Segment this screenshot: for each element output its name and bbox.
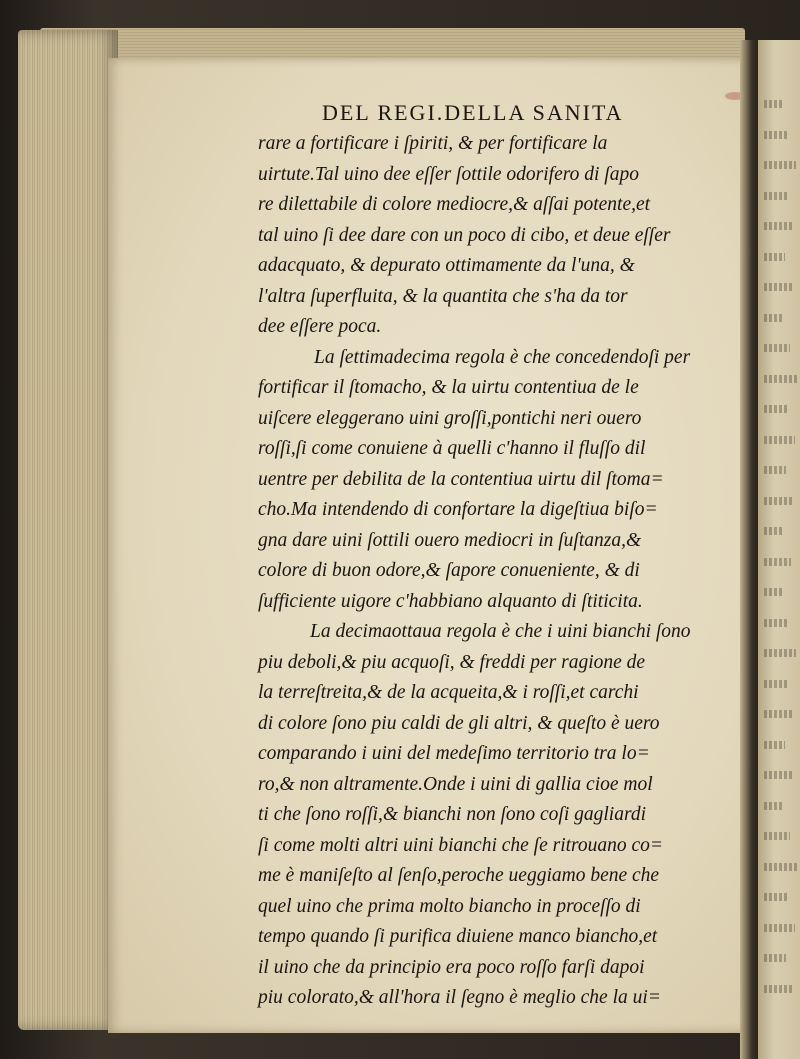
next-page-text-fragment: [764, 558, 791, 566]
text-line: La decimaottaua regola è che i uini bianchi ſono: [310, 621, 691, 642]
text-line: l'altra ſuperfluita, & la quantita che s'ha da tor: [258, 285, 628, 307]
text-line: adacquato, & depurato ottimamente da l'una, &: [258, 255, 635, 276]
next-page-text-fragment: [764, 161, 796, 169]
text-line: quel uino che prima molto biancho in proceſſo di: [258, 895, 641, 917]
next-page-text-fragment: [764, 192, 787, 200]
next-page-text-fragment: [764, 619, 789, 627]
next-page-text-fragment: [764, 863, 797, 871]
text-line: colore di buon odore,& ſapore conueniente, & di: [258, 560, 640, 581]
next-page-text-fragment: [764, 710, 794, 718]
text-line: fortificar il ſtomacho, & la uirtu contentiua de le: [258, 377, 639, 398]
text-line: rare a fortificare i ſpiriti, & per fortificare la: [258, 133, 608, 154]
text-line: roſſi,ſi come conuiene à quelli c'hanno il fluſſo dil: [258, 438, 646, 459]
next-page-text-fragment: [764, 832, 790, 840]
next-page-text-fragment: [764, 283, 792, 291]
next-page-text-fragment: [764, 131, 789, 139]
next-page-sliver: [758, 40, 800, 1059]
next-page-text-fragment: [764, 100, 782, 108]
next-page-text-fragment: [764, 375, 797, 383]
text-line: dee eſſere poca.: [258, 316, 382, 337]
next-page-text-fragment: [764, 588, 782, 596]
next-page-text-fragment: [764, 466, 786, 474]
next-page-text-fragment: [764, 771, 792, 779]
text-line: di colore ſono piu caldi de gli altri, & queſto è uero: [258, 712, 660, 734]
text-line: uiſcere eleggerano uini groſſi,pontichi neri ouero: [258, 407, 642, 429]
text-line: gna dare uini ſottili ouero mediocri in ſuſtanza,&: [258, 529, 642, 551]
text-line: tal uino ſi dee dare con un poco di cibo, et deue eſſer: [258, 224, 671, 246]
text-line: me è maniſeſto al ſenſo,peroche ueggiamo bene che: [258, 865, 660, 886]
text-line: tempo quando ſi purifica diuiene manco biancho,et: [258, 926, 658, 947]
next-page-text-fragment: [764, 649, 796, 657]
text-line: cho.Ma intendendo di confortare la digeſtiua biſo=: [258, 499, 658, 520]
next-page-text-fragment: [764, 680, 787, 688]
next-page-text-fragment: [764, 924, 795, 932]
running-head: DEL REGI.DELLA SANITA: [322, 100, 624, 125]
next-page-text-fragment: [764, 802, 783, 810]
body-text: [258, 129, 742, 1014]
next-page-text-fragment: [764, 405, 788, 413]
text-line: comparando i uini del medeſimo territorio tra lo=: [258, 743, 650, 764]
text-line: uirtute.Tal uino dee eſſer ſottile odorifero di ſapo: [258, 163, 639, 185]
text-line: ſi come molti altri uini bianchi che ſe ritrouano co=: [258, 834, 664, 856]
text-line: La ſettimadecima regola è che concedendoſi per: [314, 346, 691, 368]
next-page-text-fragment: [764, 893, 788, 901]
next-page-text-fragment: [764, 985, 793, 993]
text-line: ti che ſono roſſi,& bianchi non ſono coſi gagliardi: [258, 804, 646, 825]
text-line: ro,& non altramente.Onde i uini di gallia cioe mol: [258, 773, 653, 795]
next-page-text-fragment: [764, 954, 786, 962]
text-line: uentre per debilita de la contentiua uirtu dil ſtoma=: [258, 468, 664, 490]
text-line: ſufficiente uigore c'habbiano alquanto di ſtiticita.: [258, 590, 643, 612]
next-page-text-fragment: [764, 253, 785, 261]
text-line: il uino che da principio era poco roſſo farſi dapoi: [258, 956, 645, 978]
text-line: re dilettabile di colore mediocre,& aſſai potente,et: [258, 194, 651, 215]
next-page-text-fragment: [764, 344, 790, 352]
book-page-edges: [18, 30, 118, 1030]
text-line: piu colorato,& all'hora il ſegno è meglio che la ui=: [258, 987, 661, 1008]
text-line: la terreſtreita,& de la acqueita,& i roſſi,et carchi: [258, 682, 639, 703]
next-page-text-fragment: [764, 314, 783, 322]
next-page-text-fragment: [764, 222, 794, 230]
next-page-text-fragment: [764, 741, 785, 749]
text-line: piu deboli,& piu acquoſi, & freddi per ragione de: [258, 651, 646, 673]
next-page-text-fragment: [764, 527, 784, 535]
next-page-text-fragment: [764, 497, 793, 505]
next-page-text-fragment: [764, 436, 795, 444]
